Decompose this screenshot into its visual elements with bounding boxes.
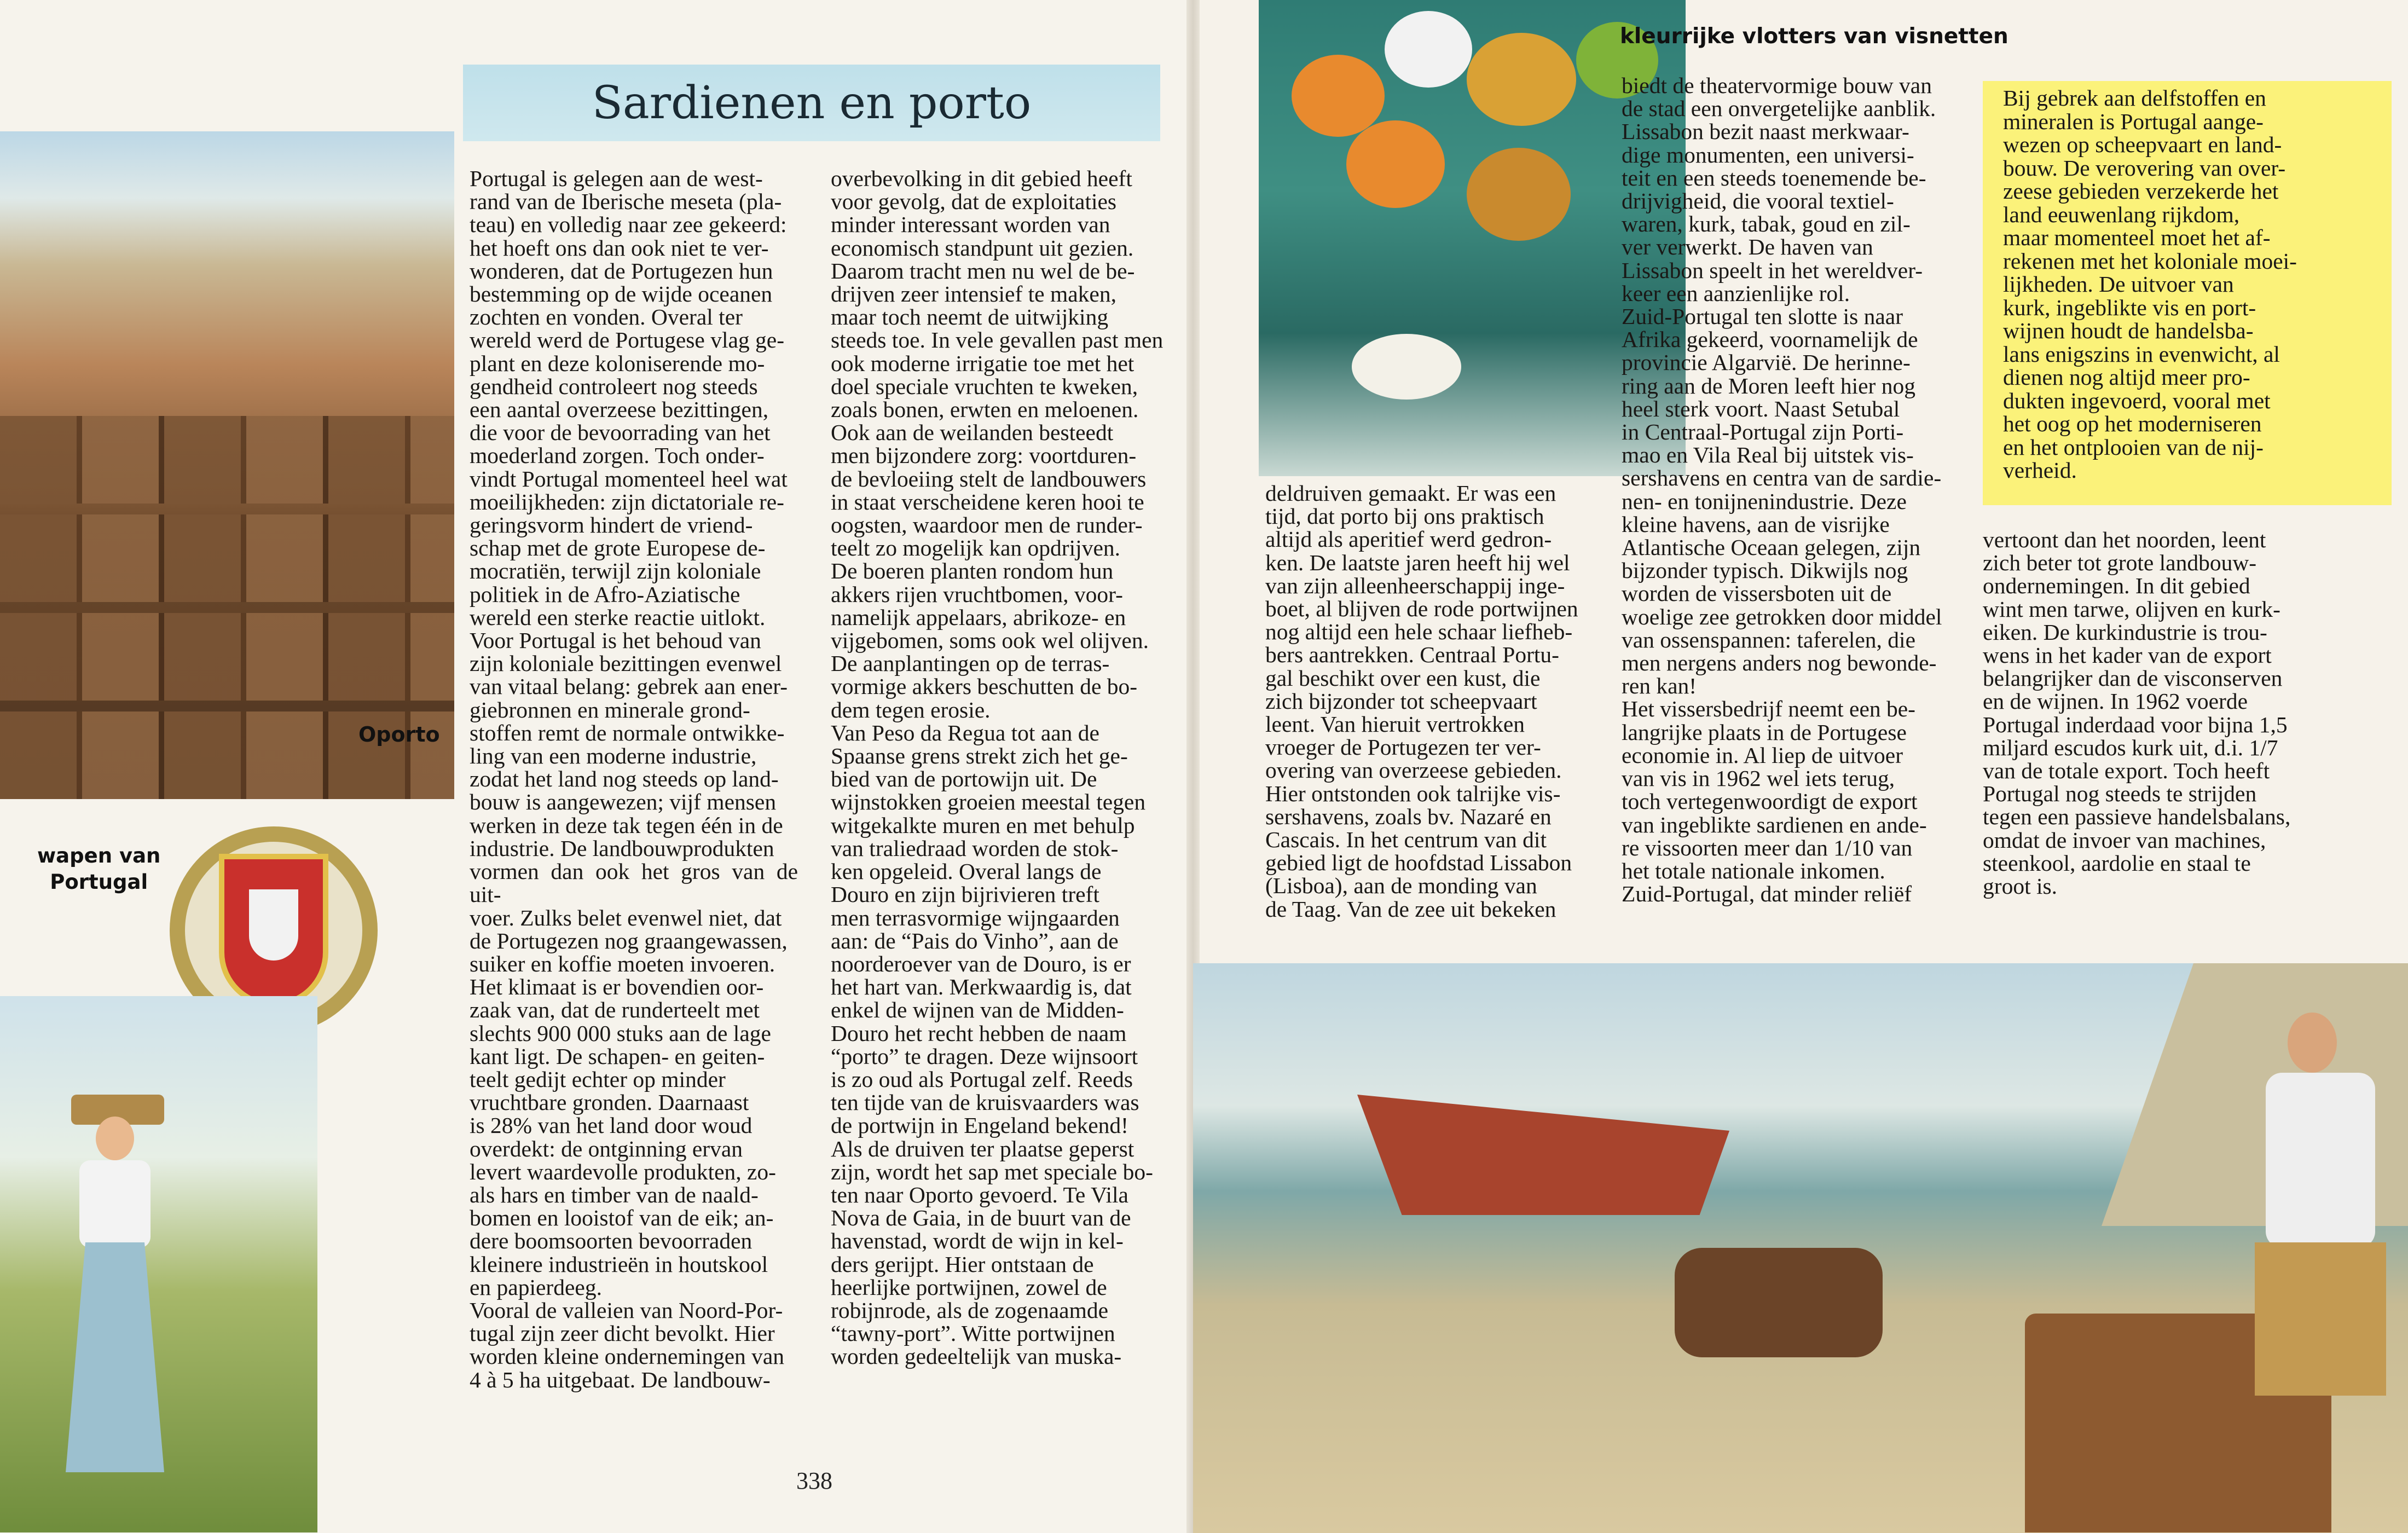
oporto-caption: Oporto	[358, 722, 440, 747]
nets-caption: kleurrijke vlotters van visnetten	[1620, 24, 2008, 49]
text-column-3: deldruiven gemaakt. Er was een tijd, dat porto bij ons praktisch altijd als aperitief werd gedron- ken. De laatste jaren heeft hij wel van zijn alleenheerschappij inge- boet, al blijven de rode portwijnen nog altijd een hele schaar liefheb- bers aantrekken. Centraal Portu- gal beschikt over een kust, die zich bijzonder tot scheepvaart leent. Van hieruit vertrokken vroeger de Portugezen ter ver- overing van overzeese gebieden. Hier ontstonden ook talrijke vis- sershavens, zoals bv. Nazaré en Cascais. In het centrum van dit gebied ligt de hoofdstad Lissabon (Lisboa), aan de monding van de Taag. Van de zee uit bekeken	[1265, 481, 1578, 922]
text-column-1: Portugal is gelegen aan de west- rand van de Iberische meseta (pla- teau) en volledig naar zee gekeerd: het hoeft ons dan ook niet te ver- wonderen, dat de Portugezen hun bestemming op de wijde oceanen zochten en vonden. Overal ter wereld werd de Portugese vlag ge- plant en deze koloniserende mo- gendheid controleert nog steeds een aantal overzeese bezittingen, die voor de bevoorrading van het moederland zorgen. Toch onder- vindt Portugal momenteel heel wat moeilijkheden: zijn dictatoriale re- geringsvorm hindert de vriend- schap met de grote Europese de- mocratiën, terwijl zijn koloniale politiek in de Afro-Aziatische wereld een sterke reactie uitlokt. Voor Portugal is het behoud van zijn koloniale bezittingen evenwel van vitaal belang: gebrek aan ener- giebronnen en minerale grond- stoffen remt de normale ontwikke- ling van een moderne industrie, zodat het land nog steeds op land- bouw is aangewezen; vijf mensen werken in deze tak tegen één in de industrie. De landbouwprodukten vormen dan ook het gros van de uit- voer. Zulks belet evenwel niet, dat de Portugezen nog graangewassen, suiker en koffie moeten invoeren. Het klimaat is er bovendien oor- zaak van, dat de runderteelt met slechts 900 000 stuks aan de lage kant ligt. De schapen- en geiten- teelt gedijt echter op minder vruchtbare gronden. Daarnaast is 28% van het land door woud overdekt: de ontginning ervan levert waardevolle produkten, zo- als hars en timber van de naald- bomen en looistof van de eik; an- dere boomsoorten bevoorraden kleinere industrieën in houtskool en papierdeeg. Vooral de valleien van Noord-Por- tugal zijn zeer dicht bevolkt. Hier worden kleine ondernemingen van 4 à 5 ha uitgebaat. De landbouw-	[470, 166, 798, 1392]
beach-fishing-scene-illustration	[1193, 963, 2408, 1533]
summary-text: Bij gebrek aan delfstoffen en mineralen is Portugal aange- wezen op scheepvaart en land- bouw. De verovering van over- zeese gebieden verzekerde het land eeuwenlang rijkdom, maar momenteel moet het af- rekenen met het koloniale moei- lijkheden. De uitvoer van kurk, ingeblikte vis en port- wijnen houdt de handelsba- lans enigszins in evenwicht, al dienen nog altijd meer pro- dukten ingevoerd, vooral met het oog op het moderniseren en het ontplooien van de nij- verheid.	[2003, 85, 2297, 483]
text-column-2: overbevolking in dit gebied heeft voor gevolg, dat de exploitaties minder interessant worden van economisch standpunt uit gezien. Daarom tracht men nu wel de be- drijven zeer intensief te maken, maar toch neemt de uitwijking steeds toe. In vele gevallen past men ook moderne irrigatie toe met het doel speciale vruchten te kweken, zoals bonen, erwten en meloenen. Ook aan de weilanden besteedt men bijzondere zorg: voortduren- de bevloeiing stelt de landbouwers in staat verscheidene keren hooi te oogsten, waardoor men de runder- teelt zo mogelijk kan opdrijven. De boeren planten rondom hun akkers rijen vruchtbomen, voor- namelijk appelaars, abrikoze- en vijgebomen, soms ook wel olijven. De aanplantingen op de terras- vormige akkers beschutten de bo- dem tegen erosie. Van Peso da Regua tot aan de Spaanse grens strekt zich het ge- bied van de portowijn uit. De wijnstokken groeien meestal tegen witgekalkte muren en met behulp van traliedraad worden de stok- ken opgeleid. Overal langs de Douro en zijn bijrivieren treft men terrasvormige wijngaarden aan: de “Pais do Vinho”, aan de noorderoever van de Douro, is er het hart van. Merkwaardig is, dat enkel de wijnen van de Midden- Douro het recht hebben de naam “porto” te dragen. Deze wijnsoort is zo oud als Portugal zelf. Reeds ten tijde van de kruisvaarders was de portwijn in Engeland bekend! Als de druiven ter plaatse geperst zijn, wordt het sap met speciale bo- ten naar Oporto gevoerd. Te Vila Nova de Gaia, in de buurt van de havenstad, wordt de wijn in kel- ders gerijpt. Hier ontstaan de heerlijke portwijnen, zowel de robijnrode, als de zogenaamde “tawny-port”. Witte portwijnen worden gedeeltelijk van muska-	[831, 166, 1164, 1369]
wapen-caption: wapen van Portugal	[37, 844, 161, 894]
oporto-illustration	[0, 131, 454, 799]
text-column-5: vertoont dan het noorden, leent zich beter tot grote landbouw- ondernemingen. In dit gebied wint men tarwe, olijven en kurk- eiken. De kurkindustrie is trou- wens in het kader van de export belangrijker dan de visconserven en de wijnen. In 1962 voerde Portugal inderdaad voor bijna 1,5 miljard escudos kurk uit, d.i. 1/7 van de totale export. Toch heeft Portugal nog steeds te strijden tegen een passieve handelsbalans, omdat de invoer van machines, steenkool, aardolie en staal te groot is.	[1983, 527, 2291, 899]
page-title: Sardienen en porto	[592, 77, 1032, 129]
text-column-4: biedt de theatervormige bouw van de stad een onvergetelijke aanblik. Lissabon bezit naast merkwaar- dige monumenten, een universi- teit en een steeds toenemende be- drijvigheid, die vooral textiel- waren, kurk, tabak, goud en zil- ver verwerkt. De haven van Lissabon speelt in het wereldver- keer een aanzienlijke rol. Zuid-Portugal ten slotte is naar Afrika gekeerd, voornamelijk de provincie Algarvië. De herinne- ring aan de Moren leeft hier nog heel sterk voort. Naast Setubal in Centraal-Portugal zijn Porti- mao en Vila Real bij uitstek vis- sershavens en centra van de sardie- nen- en tonijnenindustrie. Deze kleine havens, aan de visrijke Atlantische Oceaan gelegen, zijn bijzonder typisch. Dikwijls nog worden de vissersboten uit de woelige zee getrokken door middel van ossenspannen: taferelen, die men nergens anders nog bewonde- ren kan! Het vissersbedrijf neemt een be- langrijke plaats in de Portugese economie in. Al liep de uitvoer van vis in 1962 wel iets terug, toch vertegenwoordigt de export van ingeblikte sardienen en ande- re vissoorten meer dan 1/10 van het totale nationale inkomen. Zuid-Portugal, dat minder reliëf	[1622, 73, 1942, 907]
woman-with-basket-illustration	[0, 996, 317, 1532]
page-number: 338	[796, 1467, 832, 1494]
